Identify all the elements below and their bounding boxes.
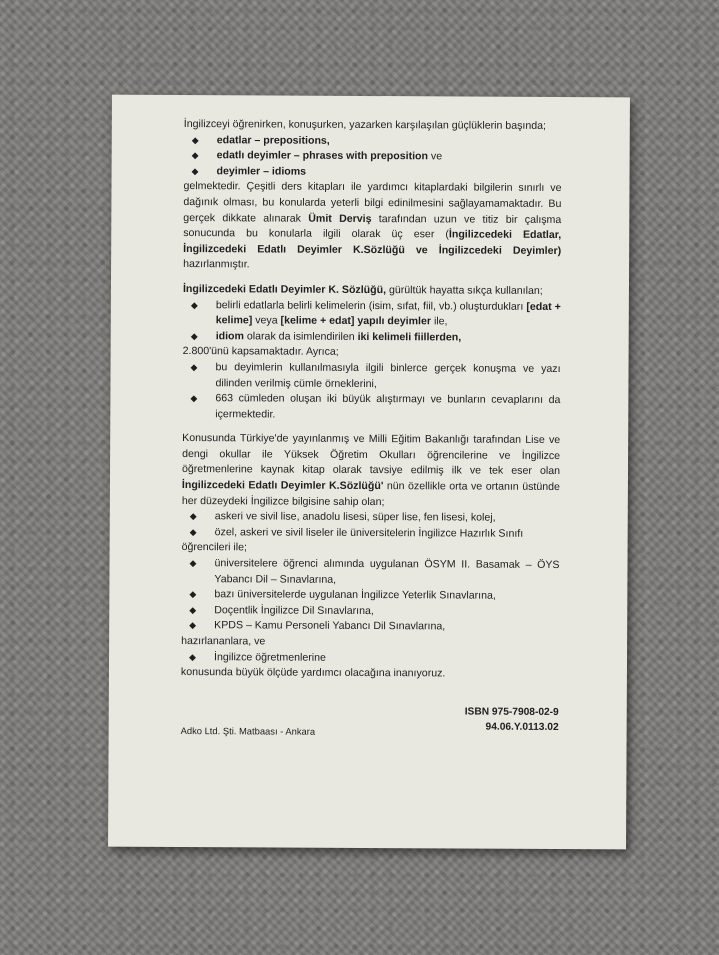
- bullet-icon: ◆: [189, 604, 197, 615]
- list-text: İngilizce öğretmenlerine: [213, 650, 326, 664]
- item-bold: deyimler – idioms: [216, 164, 307, 178]
- text-span: Konusunda Türkiye'de yayınlanmış ve Milli Eğitim Bakanlığı tarafından Lise ve dengi okullar ile Yüksek Öğretim Okulları öğrencilerine ve İngilizce öğretmenlerine kaynak kitap olarak tavsiye edilmiş ilk ve tek eser olan: [181, 432, 561, 478]
- bullet-icon: ◆: [189, 589, 197, 600]
- item-bold: edatlar – prepositions,: [216, 133, 330, 147]
- printer-credit: Adko Ltd. Şti. Matbaası - Ankara: [180, 725, 316, 737]
- list-text: özel, askeri ve sivil liseler ile üniversitelerin İngilizce Hazırlık Sınıfı: [214, 526, 524, 540]
- text-span: ile,: [430, 315, 448, 328]
- catalog-code: 94.06.Y.0113.02: [485, 721, 559, 733]
- bullet-icon: ◆: [189, 511, 197, 522]
- bullet-icon: ◆: [190, 393, 198, 404]
- paragraph-3-mid: öğrencileri ile;: [181, 541, 247, 554]
- text-span: gürültük hayatta sıkça kullanılan;: [386, 284, 543, 297]
- list-text: KPDS – Kamu Personeli Yabancı Dil Sınavlarına,: [214, 619, 446, 633]
- text-span: gelmektedir. Çeşitli ders kitapları ile yardımcı kitaplardaki bilgilerin sınırlı ve dağınık olması, bu konularda yeterli bilgi edinilmesini sağlayamamaktadır. Bu gerçek dikkate alınarak: [183, 180, 562, 225]
- list-text: askeri ve sivil lise, anadolu lisesi, süper lise, fen lisesi, kolej,: [214, 510, 496, 524]
- text-bold: [kelime + edat] yapılı deyimler: [280, 314, 432, 328]
- text-bold: idiom: [215, 329, 244, 343]
- text-bold: [edat + kelime]: [215, 300, 561, 327]
- item-rest: ve: [427, 150, 443, 163]
- bullet-icon: ◆: [191, 150, 199, 161]
- bullet-icon: ◆: [191, 165, 199, 176]
- author-name: Ümit Derviş: [308, 212, 372, 225]
- text-span: hazırlanmıştır.: [183, 258, 250, 271]
- list-item: [183, 298, 561, 331]
- list-item: [181, 556, 559, 589]
- text-span: nün özellikle orta ve ortanın üstünde her düzeydeki İngilizce bilgisine sahip olan;: [181, 480, 560, 508]
- item-bold: edatlı deyimler – phrases with preposition: [216, 149, 429, 163]
- text-span: olarak da isimlendirilen: [243, 330, 358, 343]
- list-text: üniversitelere öğrenci alımında uygulanan ÖSYM II. Basamak – ÖYS Yabancı Dil – Sınavlarına,: [214, 557, 560, 586]
- paragraph-3: [182, 431, 560, 511]
- paragraph-1: [183, 179, 561, 275]
- list-text: 663 cümleden oluşan iki büyük alıştırmayı ve bunların cevaplarını da içermektedir.: [215, 392, 561, 421]
- text-span: tarafından uzun ve titiz bir çalışma sonucunda bu konularla ilgili olarak üç eser (: [183, 212, 562, 241]
- list-item: [182, 360, 560, 393]
- book-titles: İngilizcedeki Edatlar, İngilizcedeki Edatlı Deyimler K.Sözlüğü ve İngilizcedeki Deyimler): [183, 228, 562, 257]
- book-title: İngilizcedeki Edatlı Deyimler K.Sözlüğü': [181, 479, 384, 493]
- list-item: [182, 391, 560, 424]
- bullet-icon: ◆: [190, 299, 198, 310]
- bullet-icon: ◆: [189, 526, 197, 537]
- list-text: bazı üniversitelerde uygulanan İngilizce Yeterlik Sınavlarına,: [214, 588, 496, 602]
- list-text: Doçentlik İngilizce Dil Sınavlarına,: [214, 604, 374, 617]
- text-bold: iki kelimeli fiillerden,: [357, 330, 462, 344]
- back-cover-text: [181, 117, 562, 683]
- bullet-icon: ◆: [190, 330, 198, 341]
- text-span: belirli edatlarla belirli kelimelerin (isim, sıfat, fiil, vb.) oluşturdukları: [215, 298, 527, 313]
- text-span: veya: [252, 314, 281, 327]
- paragraph-3-mid2: hazırlananlara, ve: [181, 635, 266, 648]
- paragraph-2-after: 2.800'ünü kapsamaktadır. Ayrıca;: [182, 345, 339, 359]
- book-title: İngilizcedeki Edatlı Deyimler K. Sözlüğü,: [182, 282, 387, 297]
- intro-line: İngilizceyi öğrenirken, konuşurken, yazarken karşılaşılan güçlüklerin başında;: [183, 118, 547, 132]
- bullet-icon: ◆: [189, 651, 196, 662]
- bullet-icon: ◆: [190, 361, 198, 373]
- bullet-icon: ◆: [189, 558, 197, 569]
- list-text: bu deyimlerin kullanılmasıyla ilgili binlerce gerçek konuşma ve yazı dilinden verilmiş cümle örneklerini,: [215, 361, 561, 390]
- paragraph-3-end: konusunda büyük ölçüde yardımcı olacağına inanıyoruz.: [180, 666, 446, 680]
- book-back-cover: [108, 95, 630, 850]
- bullet-icon: ◆: [189, 620, 197, 631]
- isbn-number: ISBN 975-7908-02-9: [464, 706, 559, 718]
- bullet-icon: ◆: [191, 134, 199, 145]
